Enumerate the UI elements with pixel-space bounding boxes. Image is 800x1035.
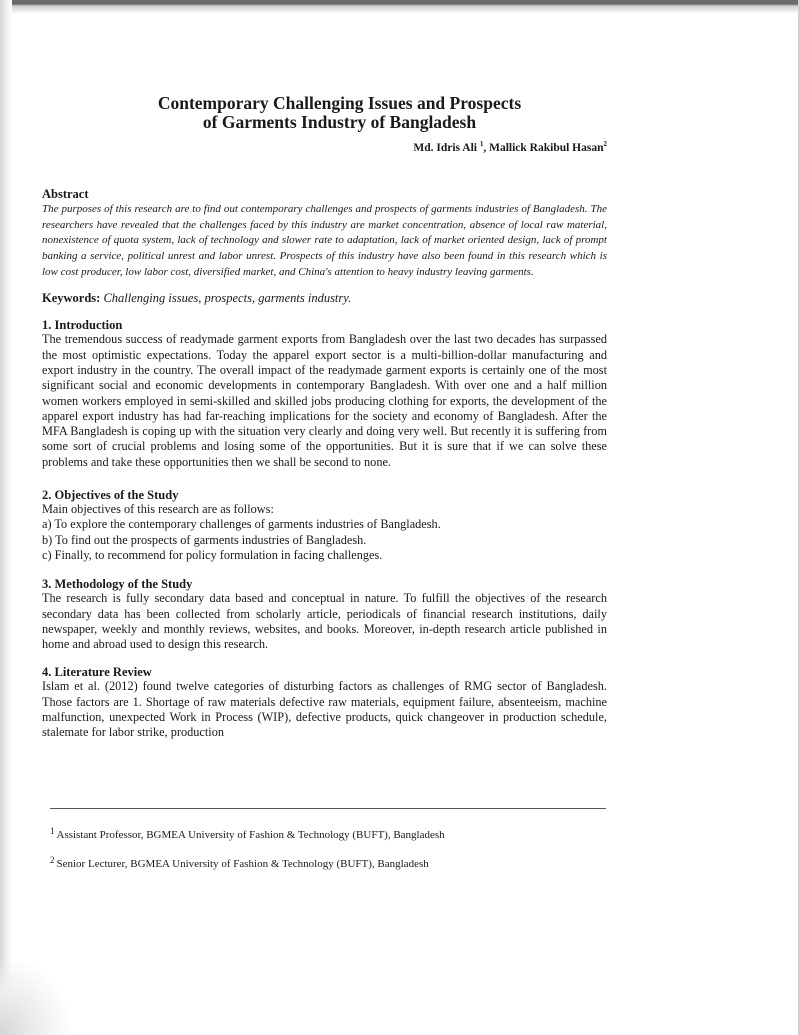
author-1: Md. Idris Ali	[413, 141, 477, 154]
author-2-mark: 2	[603, 140, 607, 148]
footnote-divider	[50, 808, 606, 809]
objective-item-c: c) Finally, to recommend for policy formulation in facing challenges.	[42, 547, 383, 562]
objectives-intro: Main objectives of this research are as follows:	[42, 502, 274, 517]
author-2: Mallick Rakibul Hasan	[489, 141, 604, 154]
author-1-mark: 1	[479, 140, 484, 148]
objective-item-b: b) To find out the prospects of garments industries of Bangladesh.	[42, 532, 367, 547]
scan-edge-top	[0, 0, 800, 14]
keywords-label: Keywords:	[42, 291, 101, 306]
footnote-2	[50, 853, 610, 871]
section-literature-heading: 4. Literature Review	[42, 665, 152, 680]
keywords-text: Challenging issues, prospects, garments industry.	[103, 291, 352, 306]
title-line-2: of Garments Industry of Bangladesh	[202, 112, 477, 132]
section-introduction-heading: 1. Introduction	[42, 318, 123, 333]
author-line: Md. Idris Ali $^1$, Mallick Rakibul Hasan$^2$	[413, 140, 607, 154]
section-methodology-text: The research is fully secondary data based and conceptual in nature. To fulfill the objectives of the research secondary data has been collected from scholarly article, periodicals of financial research institutions, daily newspaper, weekly and monthly reviews, websites, and books. Moreover, in-depth research article published in home and abroad used to design this research.	[42, 591, 607, 652]
footnotes	[50, 824, 610, 882]
paper-title	[42, 94, 607, 132]
footnote-1-text: Assistant Professor, BGMEA University of Fashion & Technology (BUFT), Bangladesh	[56, 829, 445, 841]
scan-smudge	[0, 960, 70, 1035]
footnote-2-text: Senior Lecturer, BGMEA University of Fashion & Technology (BUFT), Bangladesh	[56, 858, 429, 870]
section-methodology-heading: 3. Methodology of the Study	[42, 577, 193, 592]
section-introduction-text: The tremendous success of readymade garment exports from Bangladesh over the last two decades has surpassed the most optimistic expectations. Today the apparel export sector is a multi-billion-dollar manufacturing and export industry in the country. The overall impact of the readymade garment exports is certainly one of the most significant social and economic developments in contemporary Bangladesh. With over one and a half million women workers employed in semi-skilled and skilled jobs producing clothing for exports, the development of the apparel export industry has had far-reaching implications for the society and economy of Bangladesh. After the MFA Bangladesh is coping up with the situation very clearly and doing very well. But recently it is suffering from some sort of crucial problems and losing some of the opportunities. But it is sure that if we can solve these problems and take these opportunities then we shall be second to none.	[42, 332, 607, 469]
footnote-1-mark: 1	[50, 826, 55, 836]
section-objectives-heading: 2. Objectives of the Study	[42, 488, 179, 503]
abstract-heading: Abstract	[42, 186, 89, 201]
paper-page	[42, 94, 607, 741]
footnote-1	[50, 824, 610, 842]
scan-edge-left	[0, 0, 12, 1035]
footnote-2-mark: 2	[50, 855, 55, 865]
abstract-text: The purposes of this research are to find out contemporary challenges and prospects of garments industries of Bangladesh. The researchers have revealed that the challenges faced by this industry are market concentration, absence of local raw material, nonexistence of quota system, lack of technology and slower rate to adaptation, lack of market oriented design, lack of prompt banking a service, political unrest and labor unrest. Prospects of this industry have also been found in this research which is low cost producer, low labor cost, diversified market, and China's attention to heavy industry leaving garments.	[42, 202, 607, 278]
title-line-1: Contemporary Challenging Issues and Prospects	[157, 93, 522, 113]
objective-item-a: a) To explore the contemporary challenges of garments industries of Bangladesh.	[42, 517, 441, 532]
section-literature-text: Islam et al. (2012) found twelve categories of disturbing factors as challenges of RMG sector of Bangladesh. Those factors are 1. Shortage of raw materials defective raw materials, equipment failure, absenteeism, machine malfunction, unexpected Work in Process (WIP), defective products, quick changeover in production schedule, stalemate for labor strike, production	[42, 679, 607, 740]
keywords-line	[42, 291, 607, 306]
